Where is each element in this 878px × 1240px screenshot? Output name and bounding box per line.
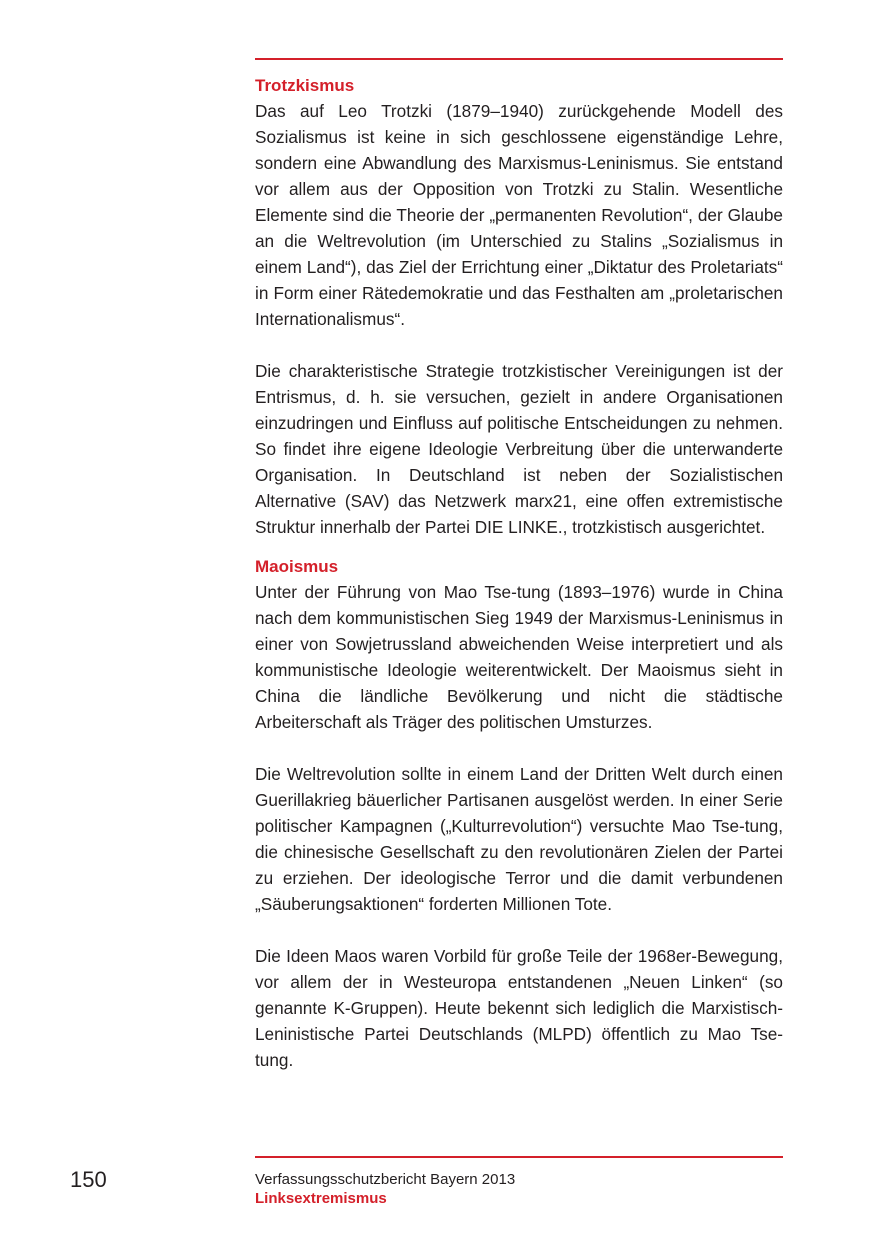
paragraph-spacer <box>255 332 783 358</box>
paragraph: Das auf Leo Trotzki (1879–1940) zurückgehende Modell des Sozialismus ist keine in sich geschlossene eigenständige Lehre, sondern eine Abwandlung des Marxismus-Leninismus. Sie entstand vor allem aus der Opposition von Trotzki zu Stalin. Wesentliche Elemente sind die Theorie der „permanenten Revolution“, der Glaube an die Weltrevolution (im Unterschied zu Stalins „Sozialismus in einem Land“), das Ziel der Errichtung einer „Diktatur des Proletariats“ in Form einer Rätedemokratie und das Festhalten am „proletarischen Internationalismus“. <box>255 101 783 329</box>
main-content <box>255 74 783 1073</box>
section-heading-maoismus: Maoismus <box>255 557 339 576</box>
bottom-rule <box>255 1156 783 1158</box>
paragraph: Die Weltrevolution sollte in einem Land der Dritten Welt durch einen Guerillakrieg bäuerlicher Partisanen ausgelöst werden. In einer Serie politischer Kampagnen („Kulturrevolution“) versuchte Mao Tse-tung, die chinesische Gesellschaft zu den revolutionären Zielen der Partei zu erziehen. Der ideologische Terror und die damit verbundenen „Säuberungsaktionen“ forderten Millionen Tote. <box>255 764 783 914</box>
report-title: Verfassungsschutzbericht Bayern 2013 <box>255 1171 516 1188</box>
paragraph-spacer <box>255 917 783 943</box>
footer <box>255 1170 783 1208</box>
page-number: 150 <box>70 1167 107 1192</box>
section-name: Linksextremismus <box>255 1190 387 1207</box>
paragraph: Die Ideen Maos waren Vorbild für große Teile der 1968er-Bewegung, vor allem der in Westeuropa entstandenen „Neuen Linken“ (so genannte K-Gruppen). Heute bekennt sich lediglich die Marxistisch-Leninistische Partei Deutschlands (MLPD) öffentlich zu Mao Tse-tung. <box>255 946 783 1070</box>
paragraph: Die charakteristische Strategie trotzkistischer Vereinigungen ist der Entrismus, d. h. sie versuchen, gezielt in andere Organisationen einzudringen und Einfluss auf politische Entscheidungen zu nehmen. So findet ihre eigene Ideologie Verbreitung über die unterwanderte Organisation. In Deutschland ist neben der Sozialistischen Alternative (SAV) das Netzwerk marx21, eine offen extremistische Struktur innerhalb der Partei DIE LINKE., trotzkistisch ausgerichtet. <box>255 361 783 537</box>
section-heading-trotzkismus: Trotzkismus <box>255 76 355 95</box>
section-spacer <box>255 540 783 555</box>
paragraph-spacer <box>255 735 783 761</box>
paragraph: Unter der Führung von Mao Tse-tung (1893–1976) wurde in China nach dem kommunistischen Sieg 1949 der Marxismus-Leninismus in einer von Sowjetrussland abweichenden Weise interpretiert und als kommunistische Ideologie weiterentwickelt. Der Maoismus sieht in China die ländliche Bevölkerung und nicht die städtische Arbeiterschaft als Träger des politischen Umsturzes. <box>255 582 783 732</box>
top-rule <box>255 58 783 60</box>
